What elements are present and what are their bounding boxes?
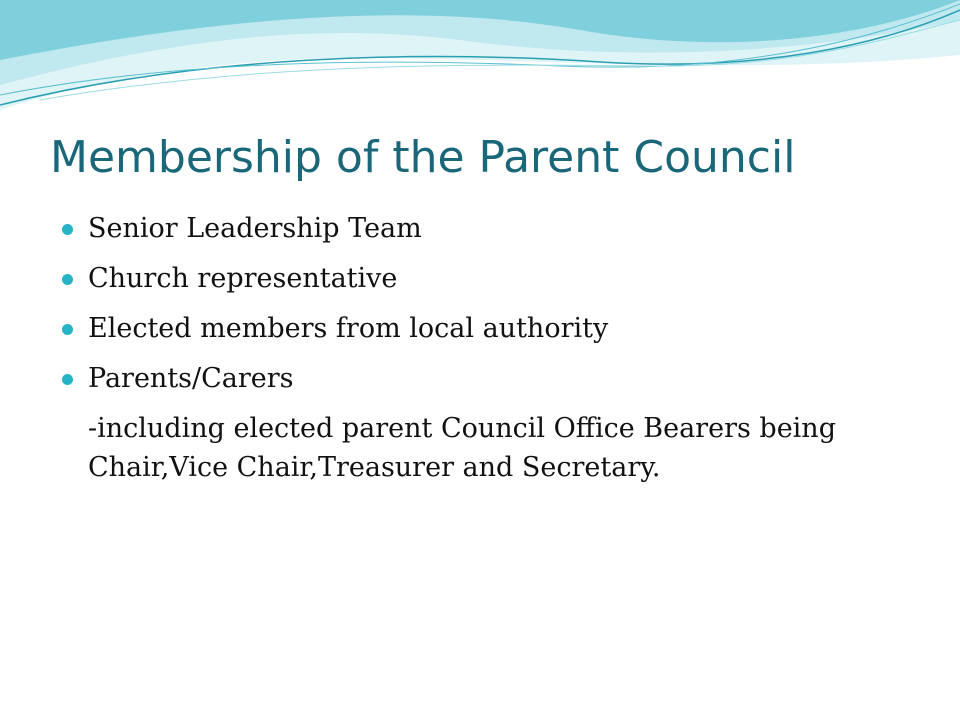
list-item bbox=[62, 359, 922, 399]
sub-note bbox=[62, 409, 922, 487]
list-item bbox=[62, 259, 922, 299]
list-item bbox=[62, 309, 922, 349]
bullet-text: Parents/Carers bbox=[88, 363, 294, 394]
bullet-text: Elected members from local authority bbox=[88, 313, 609, 344]
bullet-dot-icon bbox=[62, 224, 73, 235]
bullet-text: Church representative bbox=[88, 263, 398, 294]
bullet-list bbox=[62, 209, 922, 497]
bullet-dot-icon bbox=[62, 324, 73, 335]
bullet-text: Senior Leadership Team bbox=[88, 213, 422, 244]
bullet-dot-icon bbox=[62, 274, 73, 285]
sub-note-text: -including elected parent Council Office Bearers being Chair,Vice Chair,Treasurer and Secretary. bbox=[88, 413, 836, 483]
list-item bbox=[62, 209, 922, 249]
slide-title: Membership of the Parent Council bbox=[50, 132, 796, 183]
bullet-dot-icon bbox=[62, 374, 73, 385]
header-wave-decoration bbox=[0, 0, 960, 120]
